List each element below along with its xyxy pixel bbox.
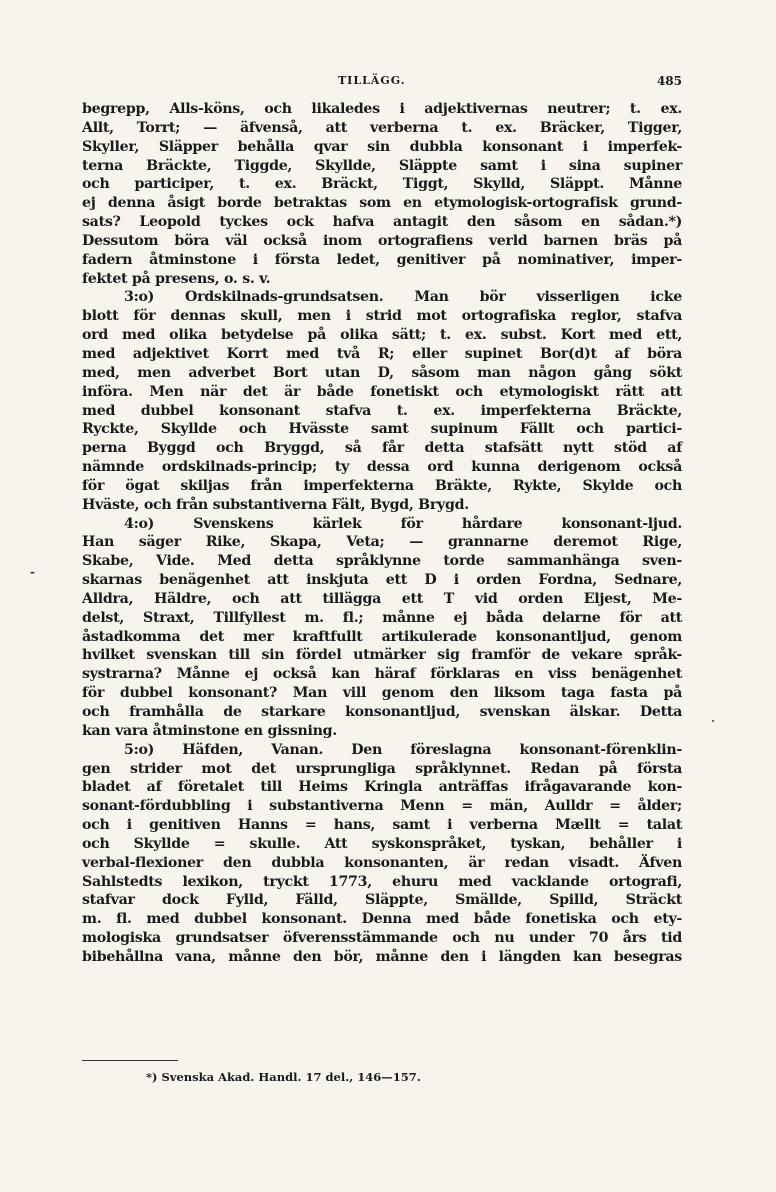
text-line: införa. Men när det är både fonetiskt och etymologiskt rätt att <box>82 383 682 400</box>
footnote-rule <box>82 1060 178 1061</box>
footnote: *) Svenska Akad. Handl. 17 del., 146—157. <box>146 1070 421 1084</box>
text-line: Skabe, Vide. Med detta språklynne torde sammanhänga sven- <box>82 553 682 570</box>
text-line: kan vara åtminstone en gissning. <box>82 722 337 739</box>
text-line: ej denna åsigt borde betraktas som en etymologisk-ortografisk grund- <box>82 195 682 212</box>
running-head: TILLÄGG. <box>338 74 406 87</box>
text-line: och participer, t. ex. Bräckt, Tiggt, Skylld, Släppt. Månne <box>82 176 682 193</box>
text-line: för ögat skiljas från imperfekterna Bräkte, Rykte, Skylde och <box>82 477 682 494</box>
text-line: åstadkomma det mer kraftfullt artikulerade konsonantljud, genom <box>82 628 682 645</box>
margin-mark: · <box>711 714 716 728</box>
text-line: verbal-flexioner den dubbla konsonanten, är redan visadt. Äfven <box>82 854 682 871</box>
text-line: och framhålla de starkare konsonantljud, svenskan älskar. Detta <box>82 704 682 720</box>
text-line: Dessutom böra väl också inom ortografiens verld barnen bräs på <box>82 232 682 249</box>
text-line: med dubbel konsonant stafva t. ex. imperfekterna Bräckte, <box>82 402 682 419</box>
body-text <box>82 100 682 967</box>
section-heading-line: 3:o) Ordskilnads-grundsatsen. Man bör visserligen icke <box>124 289 682 306</box>
page-number: 485 <box>656 74 682 88</box>
text-line: nämnde ordskilnads-princip; ty dessa ord kunna derigenom också <box>82 459 682 476</box>
text-line: m. fl. med dubbel konsonant. Denna med både fonetiska och ety- <box>82 911 682 928</box>
text-line: fektet på presens, o. s. v. <box>82 270 271 287</box>
text-line: begrepp, Alls-köns, och likaledes i adjektivernas neutrer; t. ex. <box>82 101 682 117</box>
text-line: för dubbel konsonant? Man vill genom den liksom taga fasta på <box>82 685 682 702</box>
text-line: och i genitiven Hanns = hans, samt i verberna Mællt = talat <box>82 817 682 834</box>
text-line: delst, Straxt, Tillfyllest m. fl.; månne ej båda delarne för att <box>82 609 682 626</box>
text-line: gen strider mot det ursprungliga språklynnet. Redan på första <box>82 760 682 777</box>
text-line: blott för dennas skull, men i strid mot ortografiska reglor, stafva <box>82 308 682 325</box>
text-line: Skyller, Släpper behålla qvar sin dubbla konsonant i imperfek- <box>82 138 682 155</box>
text-line: med, men adverbet Bort utan D, såsom man någon gång sökt <box>82 364 682 381</box>
text-line: och Skyllde = skulle. Att syskonspråket, tyskan, behåller i <box>82 835 682 852</box>
text-line: mologiska grundsatser öfverensstämmande och nu under 70 års tid <box>82 930 682 947</box>
text-line: terna Bräckte, Tiggde, Skyllde, Släppte samt i sina supiner <box>82 157 682 174</box>
text-line: sats? Leopold tyckes ock hafva antagit den såsom en sådan.*) <box>82 214 682 231</box>
text-line: med adjektivet Korrt med två R; eller supinet Bor(d)t af böra <box>82 345 682 362</box>
text-line: sonant-fördubbling i substantiverna Menn = män, Aulldr = ålder; <box>82 798 682 815</box>
text-line: hvilket svenskan till sin fördel utmärker sig framför de vekare språk- <box>82 647 682 664</box>
text-line: Ryckte, Skyllde och Hvässte samt supinum Fällt och partici- <box>82 421 682 438</box>
text-line: Han säger Rike, Skapa, Veta; — grannarne deremot Rige, <box>82 534 682 551</box>
text-line: Allt, Torrt; — äfvenså, att verberna t. ex. Bräcker, Tigger, <box>82 119 682 136</box>
section-heading-line: 4:o) Svenskens kärlek för hårdare konsonant-ljud. <box>124 515 682 532</box>
page-header <box>82 74 682 92</box>
text-line: ord med olika betydelse på olika sätt; t. ex. subst. Kort med ett, <box>82 327 682 344</box>
margin-mark: - <box>30 565 35 579</box>
section-heading-line: 5:o) Häfden, Vanan. Den föreslagna konsonant-förenklin- <box>124 741 682 758</box>
text-line: fadern åtminstone i första ledet, genitiver på nominativer, imper- <box>82 251 682 268</box>
text-line: systrarna? Månne ej också kan häraf förklaras en viss benägenhet <box>82 666 682 683</box>
text-line: Hväste, och från substantiverna Fält, Bygd, Brygd. <box>82 496 469 513</box>
text-line: stafvar dock Fylld, Fälld, Släppte, Smällde, Spilld, Sträckt <box>82 892 682 909</box>
text-line: Sahlstedts lexikon, tryckt 1773, ehuru med vacklande ortografi, <box>82 873 682 890</box>
text-line: bladet af företalet till Heims Kringla anträffas ifrågavarande kon- <box>82 779 682 796</box>
text-line: Alldra, Häldre, och att tillägga ett T vid orden Eljest, Me- <box>82 590 682 607</box>
text-line: skarnas benägenhet att inskjuta ett D i orden Fordna, Sednare, <box>82 572 682 589</box>
text-line: perna Byggd och Bryggd, så får detta stafsätt nytt stöd af <box>82 440 682 457</box>
text-line: bibehållna vana, månne den bör, månne den i längden kan besegras <box>82 948 682 965</box>
